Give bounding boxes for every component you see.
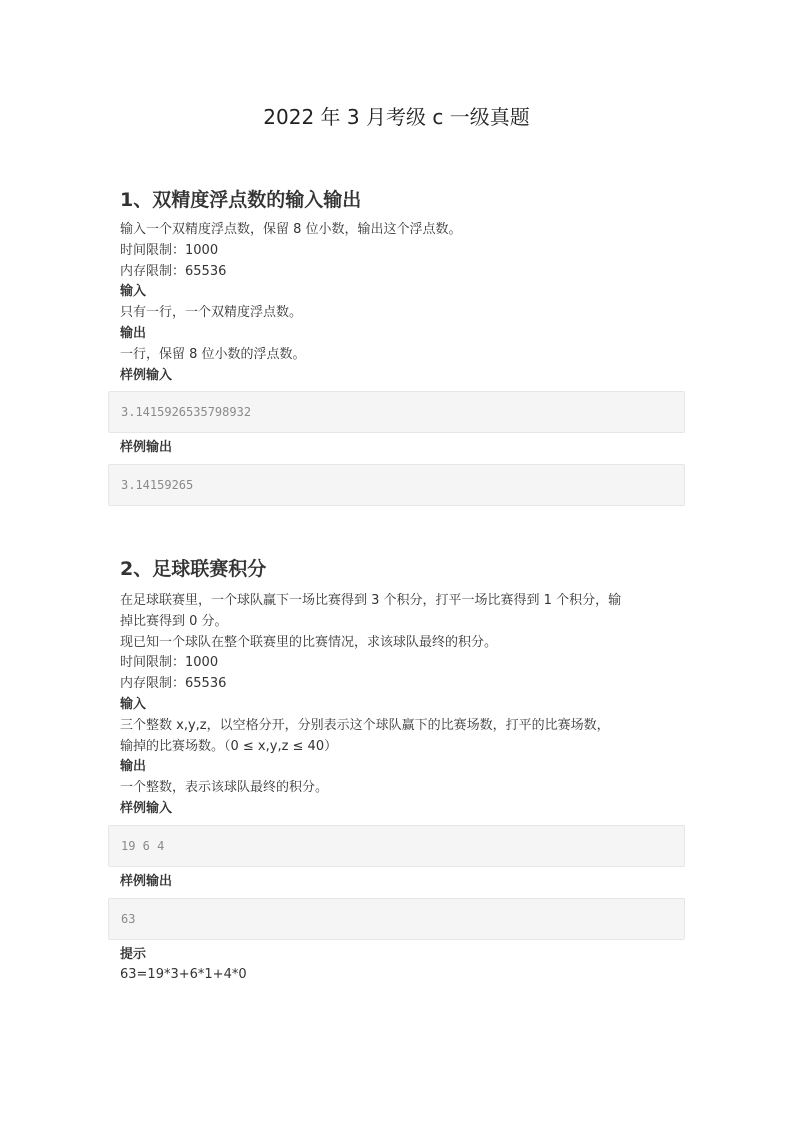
problem-2-sample-output: 63 (121, 911, 136, 926)
problem-1 (120, 186, 685, 511)
problem-2 (120, 555, 685, 986)
document-title: 2022 年 3 月考级 c 一级真题 (263, 105, 530, 129)
problem-2-description-line-2: 掉比赛得到 0 分。 (120, 613, 228, 629)
problem-2-description-line-3: 现已知一个球队在整个联赛里的比赛情况，求该球队最终的积分。 (120, 634, 498, 650)
problem-1-sample-output: 3.14159265 (121, 478, 194, 493)
problem-2-memory-limit: 内存限制：65536 (120, 676, 227, 692)
problem-1-memory-limit: 内存限制：65536 (120, 263, 227, 279)
problem-1-description: 输入一个双精度浮点数，保留 8 位小数，输出这个浮点数。 (120, 222, 462, 237)
problem-2-hint-label: 提示 (120, 946, 147, 962)
problem-2-time-limit: 时间限制：1000 (120, 655, 219, 671)
problem-2-sample-input-label: 样例输入 (120, 800, 173, 816)
problem-2-input-label: 输入 (120, 696, 147, 712)
problem-2-input-text-line-2: 输掉的比赛场数。（0 ≤ x,y,z ≤ 40） (120, 738, 338, 754)
problem-1-input-label: 输入 (120, 284, 147, 300)
problem-2-sample-output-box (108, 898, 685, 940)
problem-1-input-text: 只有一行，一个双精度浮点数。 (120, 305, 303, 321)
problem-2-heading: 2、足球联赛积分 (120, 558, 267, 580)
problem-1-time-limit: 时间限制：1000 (120, 242, 219, 258)
problem-1-sample-input: 3.1415926535798932 (121, 405, 252, 420)
problem-2-hint-text: 63=19*3+6*1+4*0 (120, 967, 247, 983)
problem-1-heading: 1、双精度浮点数的输入输出 (120, 189, 362, 211)
problem-2-sample-output-label: 样例输出 (120, 873, 173, 889)
problem-2-input-text-line-1: 三个整数 x,y,z，以空格分开，分别表示这个球队赢下的比赛场数，打平的比赛场数， (120, 717, 610, 733)
problem-2-output-label: 输出 (120, 759, 147, 775)
problem-1-sample-input-label: 样例输入 (120, 367, 173, 383)
problem-2-sample-input: 19 6 4 (121, 838, 165, 853)
problem-2-output-text: 一个整数，表示该球队最终的积分。 (120, 780, 329, 796)
problem-1-sample-output-box (108, 464, 685, 506)
problem-2-description-line-1: 在足球联赛里，一个球队赢下一场比赛得到 3 个积分，打平一场比赛得到 1 个积分，输 (120, 593, 622, 608)
problem-1-sample-output-label: 样例输出 (120, 440, 173, 456)
problem-2-sample-input-box (108, 825, 685, 867)
problem-1-output-text: 一行，保留 8 位小数的浮点数。 (120, 346, 306, 362)
problem-1-sample-input-box (108, 391, 685, 433)
problem-1-output-label: 输出 (120, 325, 147, 341)
